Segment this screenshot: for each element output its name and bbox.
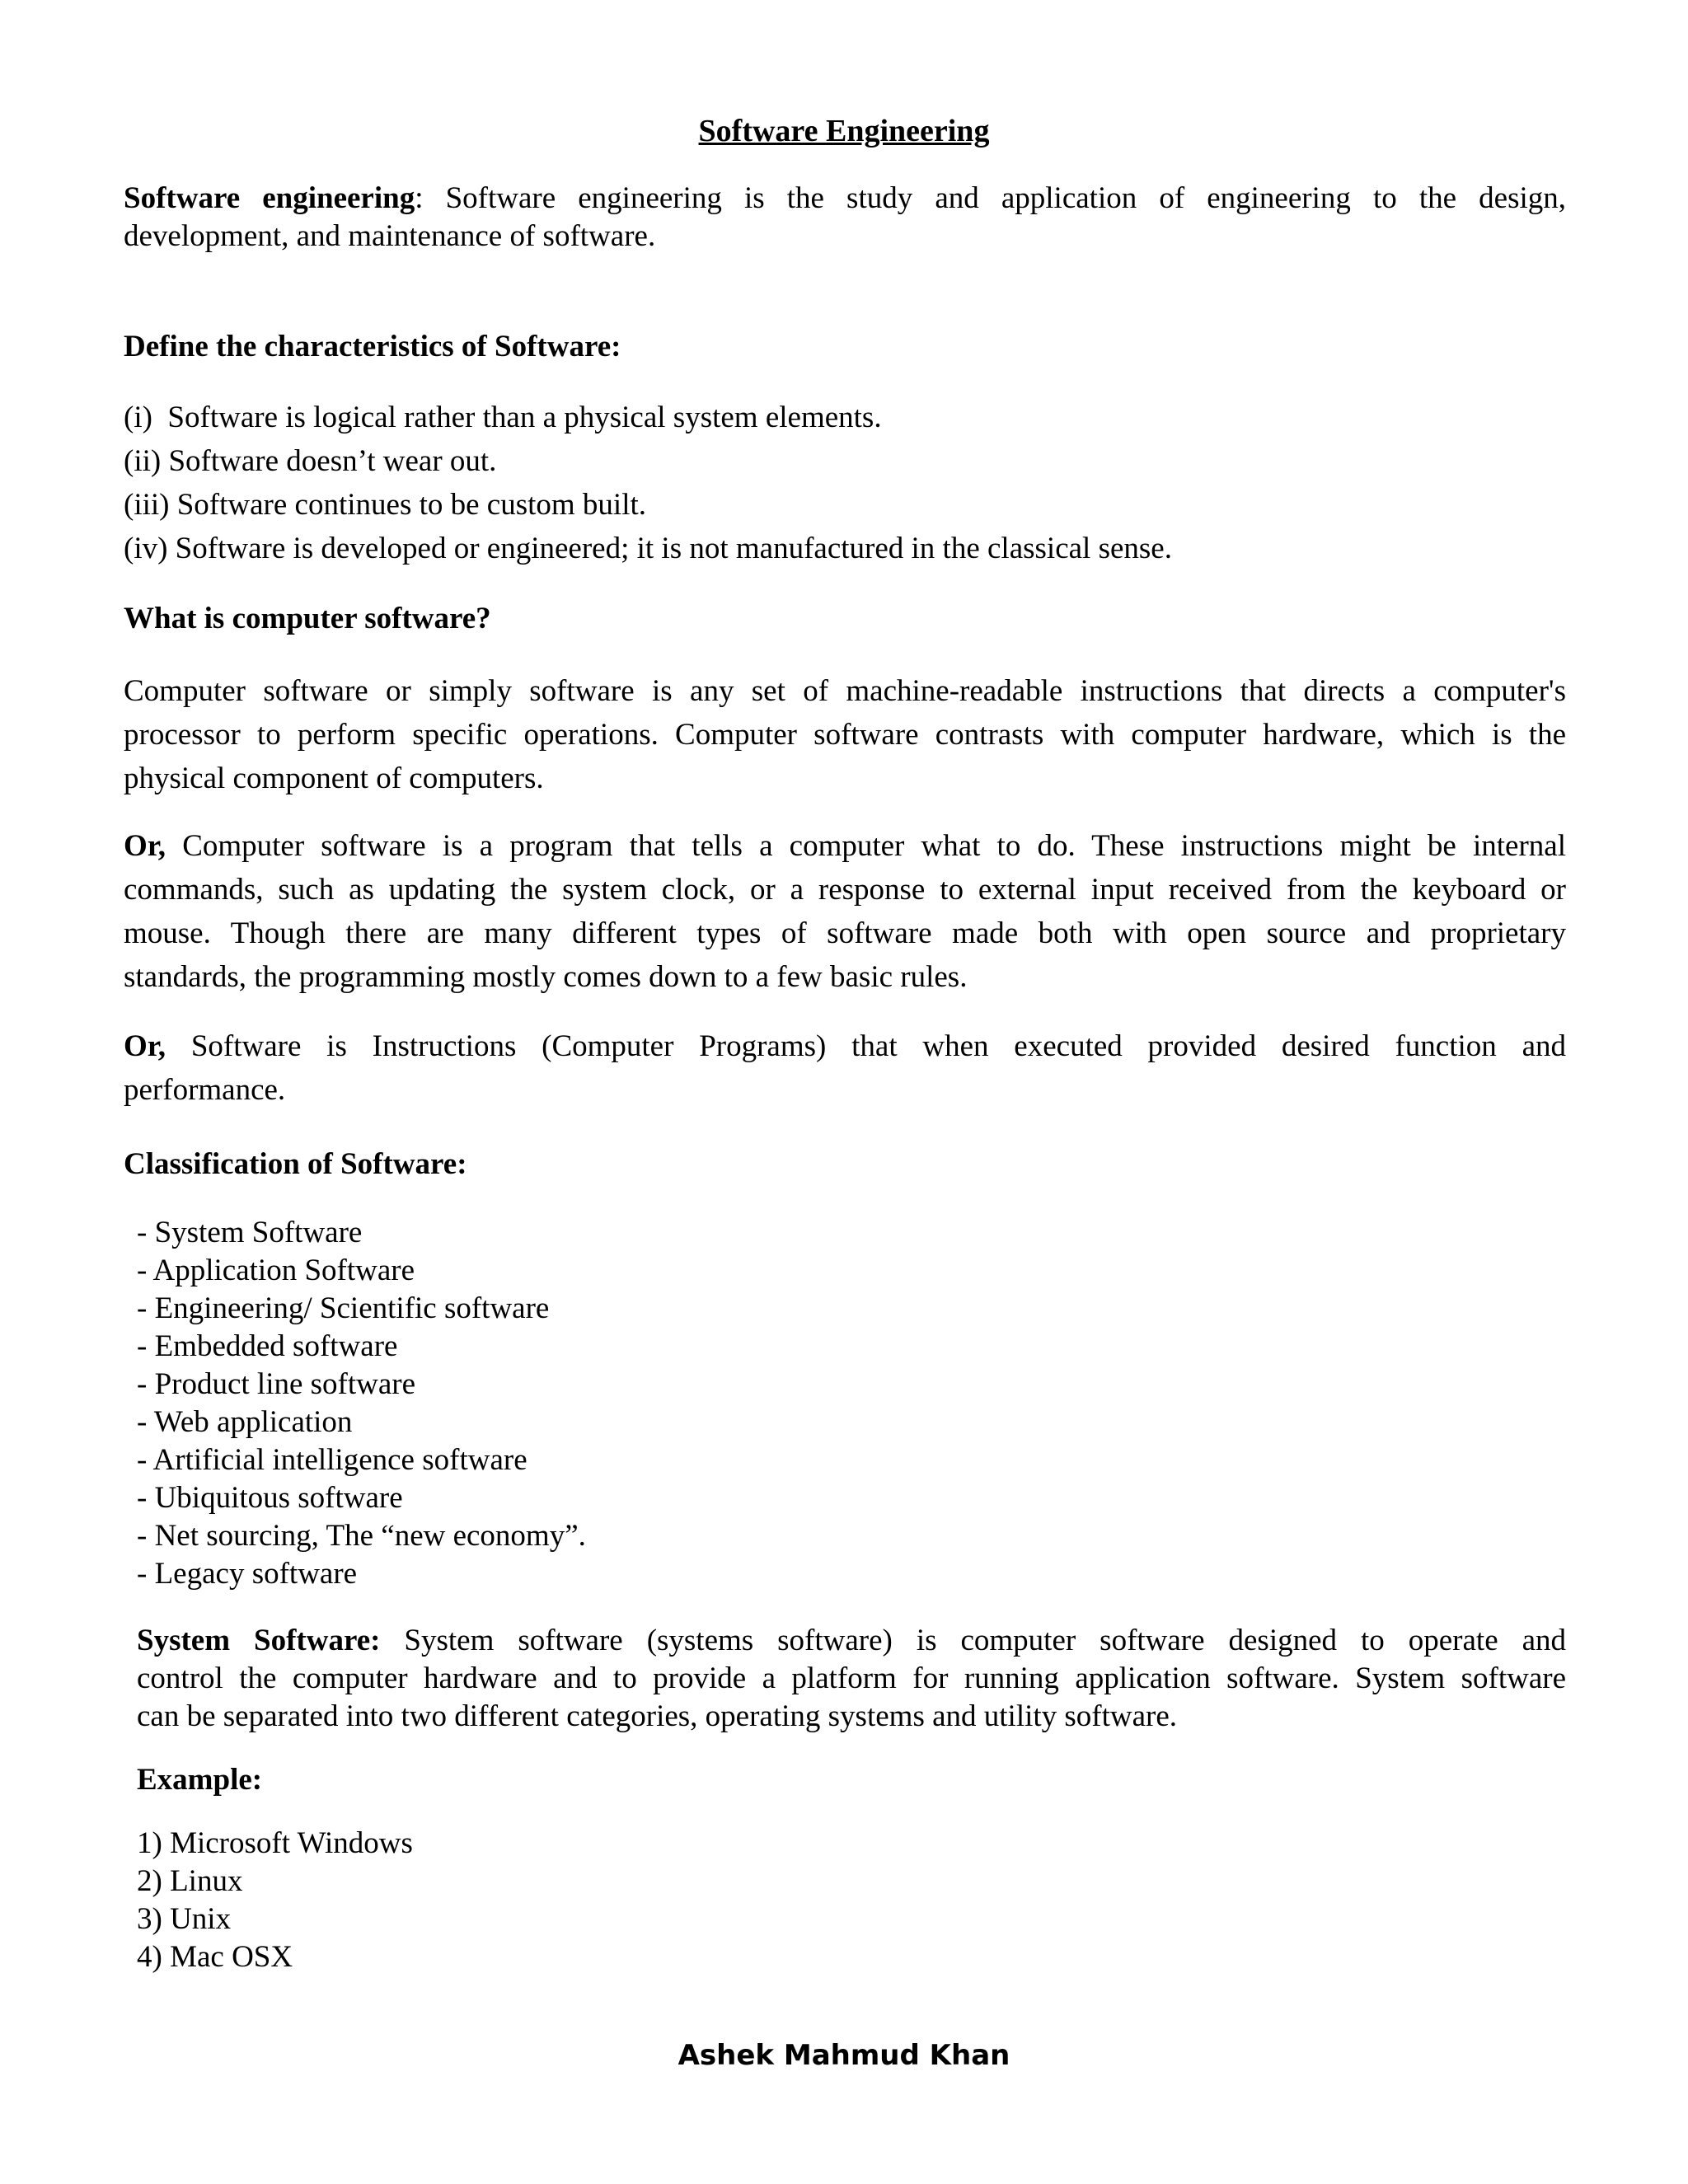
paragraph-line bbox=[124, 824, 1566, 868]
characteristics-heading: Define the characteristics of Software: bbox=[124, 330, 621, 363]
list-item: - Ubiquitous software bbox=[137, 1481, 403, 1515]
list-item: (iv) Software is developed or engineered; it is not manufactured in the classical sense. bbox=[124, 532, 1172, 565]
list-item: (ii) Software doesn’t wear out. bbox=[124, 444, 497, 478]
paragraph-line bbox=[124, 1024, 1566, 1068]
computer-software-paragraph-2 bbox=[124, 824, 1566, 999]
intro-paragraph bbox=[124, 180, 1566, 255]
intro-line-1 bbox=[124, 180, 1566, 218]
list-item: - Legacy software bbox=[137, 1557, 358, 1591]
classification-heading: Classification of Software: bbox=[124, 1147, 467, 1181]
list-item: - Artificial intelligence software bbox=[137, 1443, 528, 1477]
paragraph-line-text: System software (systems software) is computer software designed to operate and bbox=[380, 1624, 1567, 1657]
paragraph-line-text: Software is Instructions (Computer Programs) that when executed provided desired function and bbox=[166, 1029, 1566, 1063]
paragraph-line: commands, such as updating the system clock, or a response to external input received from the keyboard or bbox=[124, 873, 1566, 907]
list-item: - Net sourcing, The “new economy”. bbox=[137, 1519, 586, 1553]
list-item: 3) Unix bbox=[137, 1902, 232, 1936]
paragraph-line: processor to perform specific operations. Computer software contrasts with computer hardware, which is the bbox=[124, 718, 1566, 752]
paragraph-line: Computer software or simply software is any set of machine-readable instructions that directs a computer's bbox=[124, 674, 1566, 708]
paragraph-line: mouse. Though there are many different types of software made both with open source and proprietary bbox=[124, 916, 1566, 950]
example-heading: Example: bbox=[137, 1763, 263, 1797]
page-title: Software Engineering bbox=[698, 114, 990, 148]
intro-line-1-text: : Software engineering is the study and application of engineering to the design, bbox=[415, 181, 1566, 215]
example-list bbox=[137, 1825, 413, 1976]
paragraph-line: standards, the programming mostly comes down to a few basic rules. bbox=[124, 960, 968, 994]
paragraph-line: performance. bbox=[124, 1073, 286, 1107]
classification-list bbox=[137, 1214, 586, 1593]
paragraph-line: control the computer hardware and to provide a platform for running application software. System software bbox=[137, 1661, 1566, 1695]
list-item: (iii) Software continues to be custom built. bbox=[124, 488, 647, 522]
list-item: 1) Microsoft Windows bbox=[137, 1826, 413, 1860]
list-item: - Application Software bbox=[137, 1254, 415, 1287]
list-item: 2) Linux bbox=[137, 1864, 243, 1898]
paragraph-line bbox=[137, 1622, 1566, 1660]
list-item: - System Software bbox=[137, 1216, 363, 1249]
list-item: - Web application bbox=[137, 1405, 353, 1439]
system-software-lead: System Software: bbox=[137, 1624, 381, 1657]
computer-software-paragraph-3 bbox=[124, 1024, 1566, 1112]
paragraph-line-text: Computer software is a program that tells a computer what to do. These instructions might be internal bbox=[166, 829, 1566, 863]
computer-software-paragraph-1 bbox=[124, 669, 1566, 800]
intro-line-2: development, and maintenance of software. bbox=[124, 219, 656, 253]
list-item: - Engineering/ Scientific software bbox=[137, 1291, 550, 1325]
intro-term: Software engineering bbox=[124, 181, 415, 215]
list-item: - Product line software bbox=[137, 1367, 416, 1401]
system-software-paragraph bbox=[137, 1622, 1566, 1736]
computer-software-heading: What is computer software? bbox=[124, 602, 491, 635]
list-item: (i) Software is logical rather than a physical system elements. bbox=[124, 401, 882, 434]
paragraph-line: physical component of computers. bbox=[124, 762, 544, 795]
author-footer: Ashek Mahmud Khan bbox=[678, 2039, 1010, 2072]
list-item: - Embedded software bbox=[137, 1329, 398, 1363]
or-lead: Or, bbox=[124, 829, 166, 863]
list-item: 4) Mac OSX bbox=[137, 1940, 293, 1974]
paragraph-line: can be separated into two different categories, operating systems and utility software. bbox=[137, 1699, 1178, 1733]
or-lead: Or, bbox=[124, 1029, 166, 1063]
characteristics-list bbox=[124, 396, 1172, 570]
